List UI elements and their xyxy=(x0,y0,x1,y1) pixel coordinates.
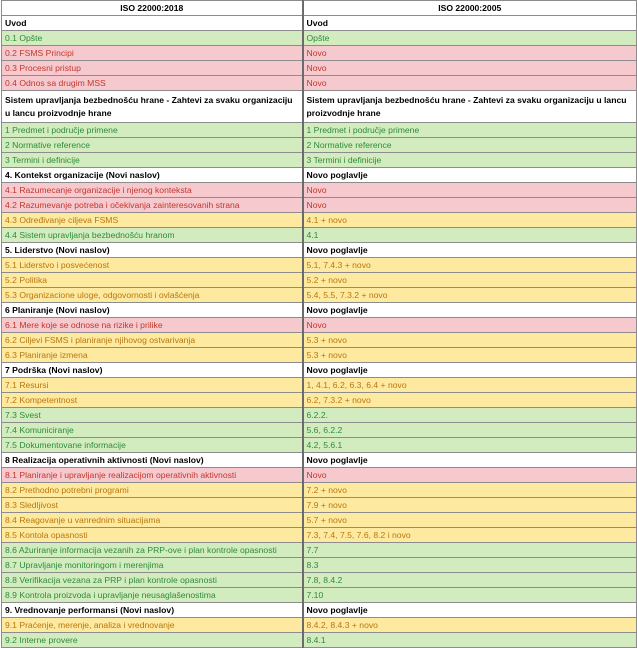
iso-comparison-table xyxy=(1,0,637,648)
header-iso-2018: ISO 22000:2018 xyxy=(2,1,303,16)
header-row xyxy=(2,1,637,16)
clause-2018: 0.3 Procesni pristup xyxy=(2,61,303,76)
clause-2018: 8.5 Kontola opasnosti xyxy=(2,528,303,543)
clause-2018: 4.4 Sistem upravljanja bezbednošću hranom xyxy=(2,228,303,243)
section-header-row xyxy=(2,243,637,258)
section-header-row xyxy=(2,91,637,123)
table-row xyxy=(2,273,637,288)
clause-2005: Novo xyxy=(303,468,637,483)
table-row xyxy=(2,198,637,213)
section-title-2018: 6 Planiranje (Novi naslov) xyxy=(2,303,303,318)
table-row xyxy=(2,333,637,348)
clause-2018: 8.8 Verifikacija vezana za PRP i plan kontrole opasnosti xyxy=(2,573,303,588)
table-row xyxy=(2,61,637,76)
clause-2005: 5.2 + novo xyxy=(303,273,637,288)
clause-2018: 8.6 Ažuriranje informacija vezanih za PRP-ove i plan kontrole opasnosti xyxy=(2,543,303,558)
clause-2018: 7.5 Dokumentovane informacije xyxy=(2,438,303,453)
clause-2005: 4.1 + novo xyxy=(303,213,637,228)
clause-2018: 9.2 Interne provere xyxy=(2,633,303,648)
table-row xyxy=(2,228,637,243)
table-body xyxy=(2,16,637,648)
clause-2018: 5.1 Liderstvo i posvećenost xyxy=(2,258,303,273)
clause-2018: 8.4 Reagovanje u vanrednim situacijama xyxy=(2,513,303,528)
table-row xyxy=(2,558,637,573)
clause-2018: 7.4 Komuniciranje xyxy=(2,423,303,438)
clause-2018: 0.1 Opšte xyxy=(2,31,303,46)
table-row xyxy=(2,438,637,453)
clause-2005: Novo xyxy=(303,46,637,61)
table-row xyxy=(2,543,637,558)
clause-2005: 5.1, 7.4.3 + novo xyxy=(303,258,637,273)
clause-2018: 3 Termini i definicije xyxy=(2,153,303,168)
section-title-2018: 8 Realizacija operativnih aktivnosti (Novi naslov) xyxy=(2,453,303,468)
table-row xyxy=(2,76,637,91)
clause-2018: 0.4 Odnos sa drugim MSS xyxy=(2,76,303,91)
clause-2005: 1 Predmet i područje primene xyxy=(303,123,637,138)
clause-2005: 3 Termini i definicije xyxy=(303,153,637,168)
section-title-2018: 7 Podrška (Novi naslov) xyxy=(2,363,303,378)
clause-2005: 7.9 + novo xyxy=(303,498,637,513)
clause-2005: 8.3 xyxy=(303,558,637,573)
header-iso-2005: ISO 22000:2005 xyxy=(303,1,637,16)
clause-2005: 4.1 xyxy=(303,228,637,243)
section-header-row xyxy=(2,168,637,183)
clause-2005: 8.4.1 xyxy=(303,633,637,648)
clause-2005: 5.7 + novo xyxy=(303,513,637,528)
section-header-row xyxy=(2,16,637,31)
table-row xyxy=(2,513,637,528)
table-row xyxy=(2,618,637,633)
clause-2018: 7.1 Resursi xyxy=(2,378,303,393)
section-header-row xyxy=(2,453,637,468)
section-title-2005: Novo poglavlje xyxy=(303,243,637,258)
clause-2018: 5.2 Politika xyxy=(2,273,303,288)
clause-2018: 8.7 Upravljanje monitoringom i merenjima xyxy=(2,558,303,573)
section-title-2018: Uvod xyxy=(2,16,303,31)
section-header-row xyxy=(2,303,637,318)
table-row xyxy=(2,483,637,498)
clause-2005: 7.10 xyxy=(303,588,637,603)
section-title-2005: Novo poglavlje xyxy=(303,303,637,318)
clause-2005: Novo xyxy=(303,318,637,333)
table-row xyxy=(2,573,637,588)
clause-2018: 1 Predmet i područje primene xyxy=(2,123,303,138)
clause-2018: 8.9 Kontrola proizvoda i upravljanje neusaglašenostima xyxy=(2,588,303,603)
table-row xyxy=(2,183,637,198)
table-row xyxy=(2,318,637,333)
clause-2005: Novo xyxy=(303,76,637,91)
section-title-2005: Novo poglavlje xyxy=(303,453,637,468)
clause-2005: 2 Normative reference xyxy=(303,138,637,153)
section-title-2018: Sistem upravljanja bezbednošću hrane - Zahtevi za svaku organizaciju u lancu proizvodnje hrane xyxy=(2,91,303,123)
clause-2005: 6.2, 7.3.2 + novo xyxy=(303,393,637,408)
table-row xyxy=(2,588,637,603)
clause-2005: 7.8, 8.4.2 xyxy=(303,573,637,588)
table-row xyxy=(2,213,637,228)
clause-2005: 7.3, 7.4, 7.5, 7.6, 8.2 i novo xyxy=(303,528,637,543)
clause-2005: Novo xyxy=(303,61,637,76)
clause-2005: 4.2, 5.6.1 xyxy=(303,438,637,453)
section-title-2005: Novo poglavlje xyxy=(303,363,637,378)
clause-2005: 7.2 + novo xyxy=(303,483,637,498)
clause-2005: 5.3 + novo xyxy=(303,348,637,363)
clause-2005: Novo xyxy=(303,198,637,213)
clause-2018: 8.2 Prethodno potrebni programi xyxy=(2,483,303,498)
clause-2005: 8.4.2, 8.4.3 + novo xyxy=(303,618,637,633)
clause-2018: 7.2 Kompetentnost xyxy=(2,393,303,408)
table-row xyxy=(2,378,637,393)
table-row xyxy=(2,288,637,303)
table-row xyxy=(2,408,637,423)
section-header-row xyxy=(2,603,637,618)
table-row xyxy=(2,528,637,543)
section-title-2018: 4. Kontekst organizacije (Novi naslov) xyxy=(2,168,303,183)
clause-2005: 5.3 + novo xyxy=(303,333,637,348)
table-row xyxy=(2,468,637,483)
clause-2005: Opšte xyxy=(303,31,637,46)
clause-2005: 6.2.2. xyxy=(303,408,637,423)
clause-2018: 0.2 FSMS Principi xyxy=(2,46,303,61)
clause-2018: 4.3 Određivanje ciljeva FSMS xyxy=(2,213,303,228)
clause-2005: 5.4, 5.5, 7.3.2 + novo xyxy=(303,288,637,303)
clause-2018: 7.3 Svest xyxy=(2,408,303,423)
section-title-2005: Sistem upravljanja bezbednošću hrane - Zahtevi za svaku organizaciju u lancu proizvodnje hrane xyxy=(303,91,637,123)
clause-2018: 4.1 Razumecanje organizacije i njenog konteksta xyxy=(2,183,303,198)
table-row xyxy=(2,138,637,153)
section-header-row xyxy=(2,363,637,378)
table-row xyxy=(2,423,637,438)
table-row xyxy=(2,498,637,513)
section-title-2018: 9. Vrednovanje performansi (Novi naslov) xyxy=(2,603,303,618)
table-row xyxy=(2,633,637,648)
clause-2018: 6.1 Mere koje se odnose na rizike i prilike xyxy=(2,318,303,333)
section-title-2005: Novo poglavlje xyxy=(303,603,637,618)
section-title-2005: Novo poglavlje xyxy=(303,168,637,183)
clause-2005: Novo xyxy=(303,183,637,198)
table-row xyxy=(2,46,637,61)
section-title-2005: Uvod xyxy=(303,16,637,31)
clause-2005: 5.6, 6.2.2 xyxy=(303,423,637,438)
table-row xyxy=(2,153,637,168)
clause-2018: 6.2 Ciljevi FSMS i planiranje njihovog ostvarivanja xyxy=(2,333,303,348)
table-row xyxy=(2,393,637,408)
table-row xyxy=(2,348,637,363)
clause-2018: 5.3 Organizacione uloge, odgovornosti i ovlašćenja xyxy=(2,288,303,303)
clause-2018: 2 Normative reference xyxy=(2,138,303,153)
clause-2018: 9.1 Praćenje, merenje, analiza i vrednovanje xyxy=(2,618,303,633)
clause-2018: 8.3 Sledljivost xyxy=(2,498,303,513)
clause-2018: 8.1 Planiranje i upravljanje realizacijom operativnih aktivnosti xyxy=(2,468,303,483)
section-title-2018: 5. Liderstvo (Novi naslov) xyxy=(2,243,303,258)
table-row xyxy=(2,123,637,138)
clause-2018: 4.2 Razumevanje potreba i očekivanja zainteresovanih strana xyxy=(2,198,303,213)
clause-2005: 1, 4.1, 6.2, 6.3, 6.4 + novo xyxy=(303,378,637,393)
table-row xyxy=(2,258,637,273)
table-row xyxy=(2,31,637,46)
clause-2018: 6.3 Planiranje izmena xyxy=(2,348,303,363)
clause-2005: 7.7 xyxy=(303,543,637,558)
